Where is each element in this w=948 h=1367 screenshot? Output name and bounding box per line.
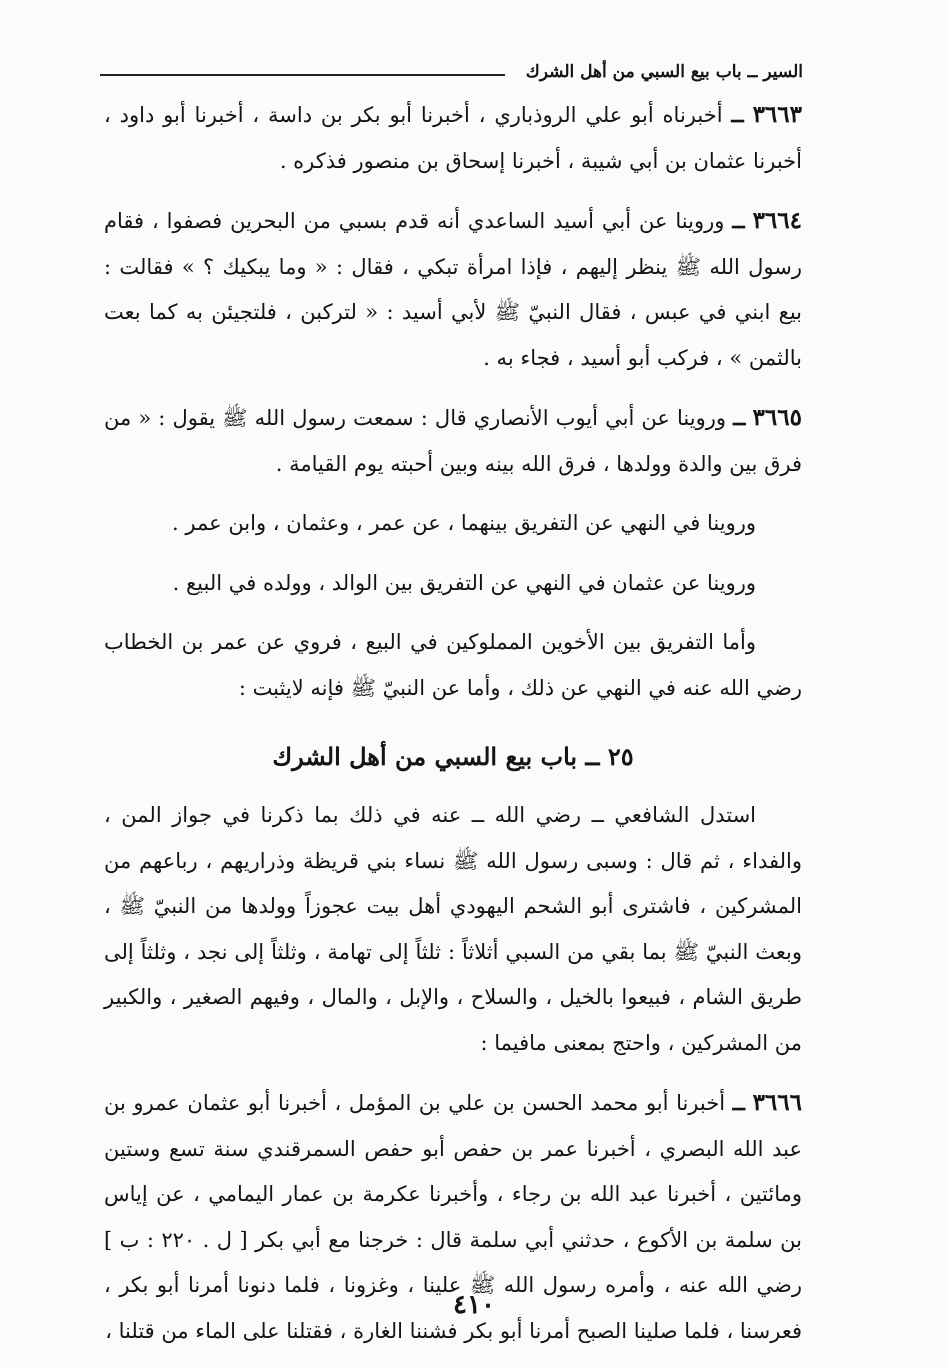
note-paragraph: وأما التفريق بين الأخوين المملوكين في البيع ، فروي عن عمر بن الخطاب رضي الله عنه في النهي عن ذلك ، وأما عن النبيّ ﷺ فإنه لايثبت : <box>104 630 802 700</box>
running-title: السير ــ باب بيع السبي من أهل الشرك <box>525 62 803 82</box>
section-heading: ٢٥ ــ باب بيع السبي من أهل الشرك <box>272 742 634 771</box>
entry-number: ٣٦٦٦ <box>752 1089 802 1116</box>
entry-number: ٣٦٦٣ <box>752 101 802 128</box>
entry-text: أخبرناه أبو علي الروذباري ، أخبرنا أبو بكر بن داسة ، أخبرنا أبو داود ، أخبرنا عثمان بن أبي شيبة ، أخبرنا إسحاق بن منصور فذكره . <box>104 103 802 173</box>
header-rule <box>100 74 505 76</box>
entry-text: وروينا عن أبي أسيد الساعدي أنه قدم بسبي من البحرين فصفوا ، فقام رسول الله ﷺ ينظر إليهم ، فإذا امرأة تبكي ، فقال : « وما يبكيك ؟ » فقالت : بيع ابني في عبس ، فقال النبيّ ﷺ لأبي أسيد : « لتركبن ، فلتجيئن به كما بعت بالثمن » ، فركب أبو أسيد ، فجاء به . <box>104 209 802 370</box>
entry-3664 <box>104 198 802 381</box>
main-text <box>104 92 802 1354</box>
running-header <box>100 60 803 90</box>
entry-dash: ــ <box>732 1090 745 1115</box>
page-number: ٤١٠ <box>453 1290 495 1320</box>
entry-text: وروينا عن أبي أيوب الأنصاري قال : سمعت رسول الله ﷺ يقول : « من فرق بين والدة وولدها ، فرق الله بينه وبين أحبته يوم القيامة . <box>104 406 802 476</box>
entry-dash: ــ <box>732 208 745 233</box>
entry-3665 <box>104 395 802 487</box>
entry-3663 <box>104 92 802 184</box>
entry-dash: ــ <box>731 102 744 127</box>
note-paragraph: وروينا عن عثمان في النهي عن التفريق بين الوالد ، وولده في البيع . <box>172 570 756 595</box>
entry-dash: ــ <box>733 405 746 430</box>
note-paragraph: وروينا في النهي عن التفريق بينهما ، عن عمر ، وعثمان ، وابن عمر . <box>172 511 756 535</box>
entry-text: أخبرنا أبو محمد الحسن بن علي بن المؤمل ، أخبرنا أبو عثمان عمرو بن عبد الله البصري ، أخبرنا عمر بن حفص أبو حفص السمرقندي سنة تسع وستين ومائتين ، أخبرنا عبد الله بن رجاء ، وأخبرنا عكرمة بن عمار اليمامي ، عن إياس بن سلمة بن الأكوع ، حدثني أبي سلمة قال : خرجنا مع أبي بكر [ ل . ٢٢٠ : ب ] رضي الله عنه ، وأمره رسول الله ﷺ علينا ، وغزونا ، فلما دنونا أمرنا أبو بكر ، فعرسنا ، فلما صلينا الصبح أمرنا أبو بكر فشننا الغارة ، فقتلنا على الماء من قتلنا ، <box>104 1091 802 1343</box>
entry-number: ٣٦٦٤ <box>752 207 802 234</box>
entry-number: ٣٦٦٥ <box>752 404 802 431</box>
section-intro: استدل الشافعي ــ رضي الله ــ عنه في ذلك بما ذكرنا في جواز المن ، والفداء ، ثم قال : وسبى رسول الله ﷺ نساء بني قريظة وذراريهم ، رباعهم من المشركين ، فاشترى أبو الشحم اليهودي أهل بيت عجوزاً وولدها من النبيّ ﷺ ، وبعث النبيّ ﷺ بما بقي من السبي أثلاثاً : ثلثاً إلى تهامة ، وثلثاً إلى نجد ، وثلثاً إلى طريق الشام ، فبيعوا بالخيل ، والسلاح ، والإبل ، والمال ، وفيهم الصغير ، والكبير من المشركين ، واحتج بمعنى مافيما : <box>104 803 802 1055</box>
